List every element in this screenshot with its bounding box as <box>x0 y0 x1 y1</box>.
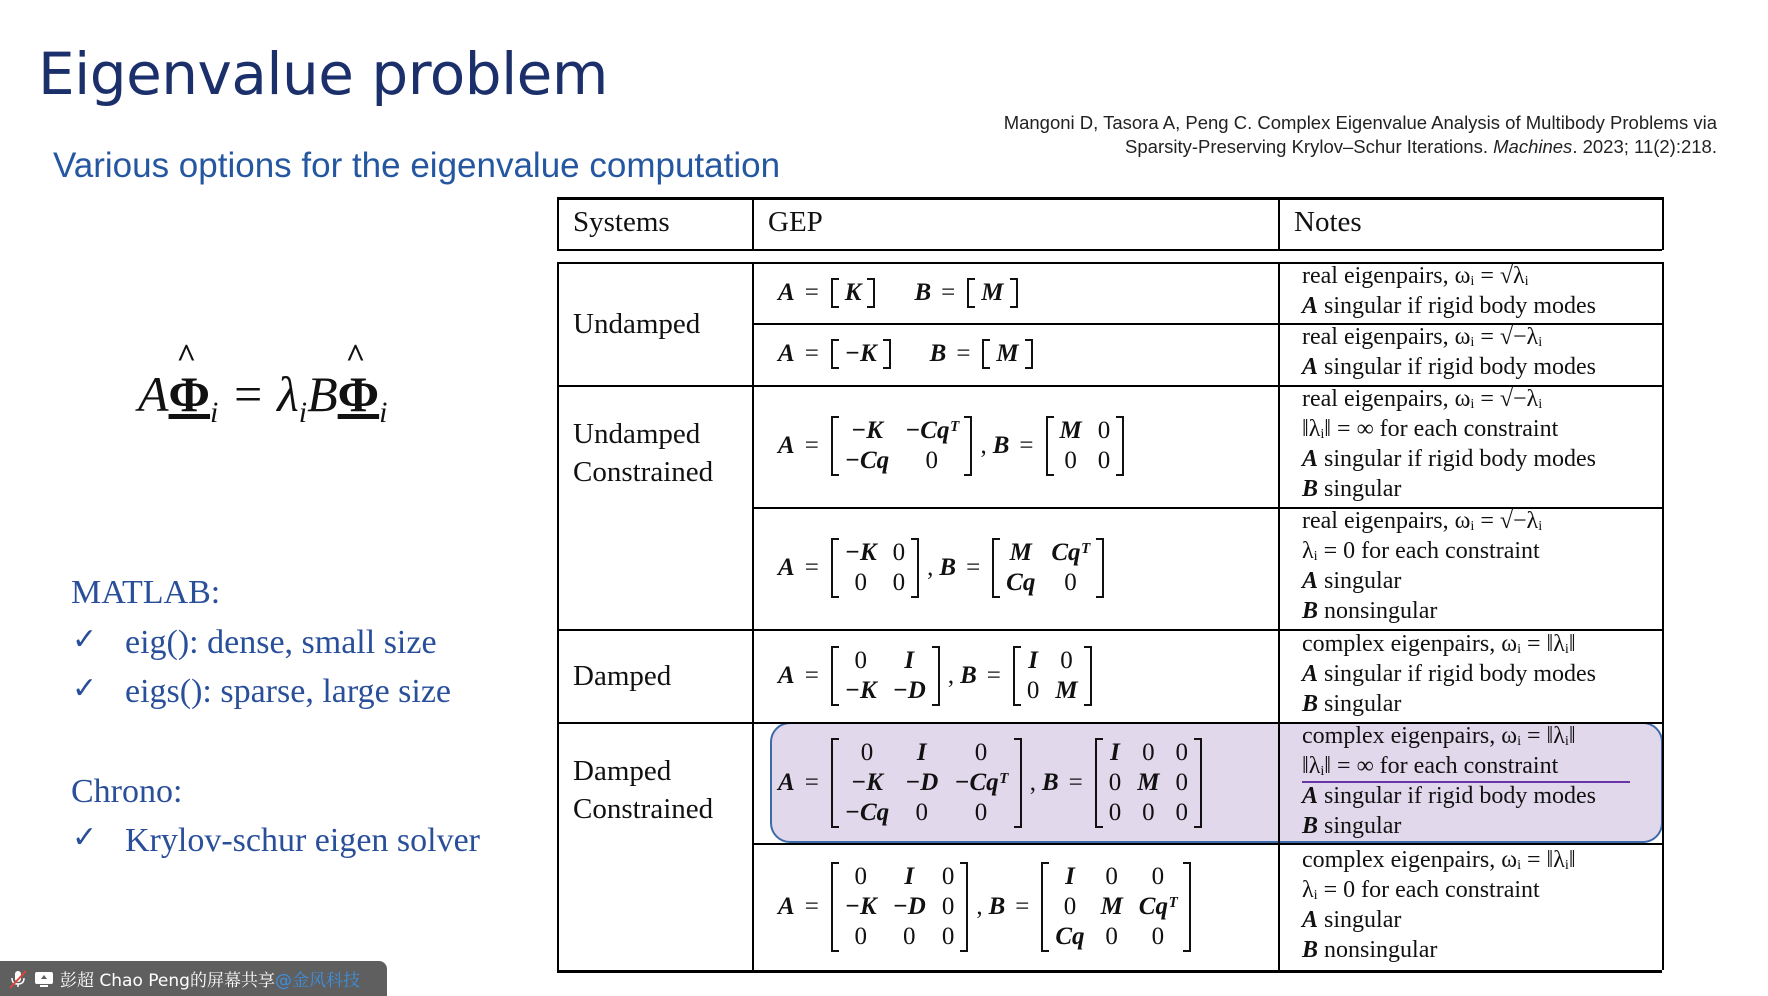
share-bar-tag: @金风科技 <box>274 971 360 991</box>
matrix-entry: M <box>981 278 1004 306</box>
math-symbol: = <box>804 432 819 459</box>
note-line <box>1302 875 1662 905</box>
note-symbol: B <box>1302 936 1319 963</box>
matrix-entry: −D <box>892 892 926 920</box>
note-line <box>1302 506 1662 536</box>
math-symbol: = <box>804 892 819 920</box>
note-text: singular <box>1318 476 1402 502</box>
matrix-entry: 0 <box>1105 862 1118 890</box>
matrix-entry: M <box>1137 768 1160 796</box>
notes-cell <box>1302 845 1662 965</box>
citation-journal: Machines <box>1493 136 1573 157</box>
matrix-a <box>831 538 919 598</box>
math-symbol: = <box>804 554 819 581</box>
note-symbol: A <box>1302 446 1319 472</box>
matrix-b <box>1095 738 1202 828</box>
matrix-entry: 0 <box>892 539 906 566</box>
math-symbol: = <box>804 340 819 367</box>
matrix-entry: −Cqᵀ <box>954 768 1008 796</box>
screen-share-icon[interactable] <box>34 969 54 989</box>
matrix-entry: −Cq <box>844 447 890 474</box>
chrono-heading: Chrono: <box>71 773 183 810</box>
gep-cell <box>752 323 1278 385</box>
note-symbol: A <box>1302 354 1319 380</box>
eq-phi: ^ Φ <box>169 366 210 422</box>
matrix-entry: 0 <box>1026 676 1040 704</box>
matrix-a <box>831 278 876 308</box>
matrix-entry: 0 <box>860 738 874 766</box>
matlab-heading: MATLAB: <box>71 574 221 611</box>
math-symbol: B <box>992 432 1010 459</box>
note-line <box>1302 474 1662 504</box>
matrix-entry: 0 <box>925 447 939 474</box>
note-line <box>1302 322 1662 352</box>
eigen-equation <box>138 365 387 430</box>
matrix-entry: Cq <box>1006 569 1036 596</box>
math-symbol: A <box>778 768 795 796</box>
math-symbol: = <box>1019 432 1034 459</box>
check-icon: ✓ <box>72 672 98 705</box>
matrix-entry: −D <box>905 768 939 796</box>
matrix-entry: 0 <box>941 892 955 920</box>
math-symbol: = <box>804 278 819 306</box>
math-symbol: = <box>941 278 956 306</box>
math-symbol: , <box>947 661 955 689</box>
eq-sub: i <box>210 396 219 429</box>
matrix-entry: 0 <box>902 922 916 950</box>
matrix-entry: 0 <box>1097 447 1111 474</box>
matrix-entry: −K <box>844 539 877 566</box>
table-rule <box>557 262 559 970</box>
matrix-entry: −K <box>844 676 877 704</box>
citation-authors: Sparsity-Preserving Krylov–Schur Iterations. <box>1125 136 1494 157</box>
matrix-entry: 0 <box>854 646 867 674</box>
math-symbol <box>883 279 908 307</box>
check-icon: ✓ <box>72 821 98 854</box>
note-line <box>1302 721 1662 751</box>
note-symbol: B <box>1302 598 1319 624</box>
matrix-entry: 0 <box>1108 768 1122 796</box>
matrix-entry: 0 <box>854 569 867 596</box>
table-rule <box>752 197 754 250</box>
matrix-entry: 0 <box>1175 798 1188 826</box>
matrix-b <box>1046 416 1125 476</box>
matrix-entry: −K <box>844 892 877 920</box>
note-line <box>1302 596 1662 626</box>
slide-subtitle: Various options for the eigenvalue computation <box>53 146 781 185</box>
eq-b: B <box>307 366 338 422</box>
note-line <box>1302 414 1662 444</box>
math-symbol <box>899 340 924 368</box>
matrix-entry: 0 <box>892 569 906 596</box>
math-symbol: B <box>1041 768 1059 796</box>
matrix-entry: 0 <box>1064 447 1077 474</box>
note-text: singular <box>1318 568 1402 594</box>
mic-muted-icon[interactable] <box>8 969 28 989</box>
matrix-entry: −K <box>844 340 877 367</box>
note-line <box>1302 905 1662 935</box>
notes-cell <box>1302 261 1662 321</box>
header-gep: GEP <box>768 206 823 238</box>
matrix-entry: I <box>916 738 927 766</box>
note-symbol: B <box>1302 690 1319 717</box>
matrix-entry: 0 <box>1097 417 1111 444</box>
note-line <box>1302 384 1662 414</box>
notes-cell <box>1302 506 1662 626</box>
notes-cell <box>1302 322 1662 382</box>
note-line <box>1302 291 1662 321</box>
note-line <box>1302 352 1662 382</box>
note-line <box>1302 566 1662 596</box>
note-text: singular <box>1318 906 1402 933</box>
matrix-entry: 0 <box>1151 862 1165 890</box>
matrix-entry: 0 <box>941 862 955 890</box>
math-symbol: B <box>939 554 957 581</box>
note-text: real eigenpairs, ωᵢ = √−λᵢ <box>1302 386 1543 412</box>
table-rule <box>1662 197 1664 250</box>
eq-phi: ^ Φ <box>338 366 379 422</box>
header-rule <box>557 249 1662 251</box>
math-symbol: = <box>804 768 819 796</box>
note-text: singular <box>1318 690 1402 717</box>
note-line <box>1302 811 1662 841</box>
note-text: complex eigenpairs, ωᵢ = ‖λᵢ‖ <box>1302 630 1576 657</box>
note-line <box>1302 629 1662 659</box>
note-symbol: A <box>1302 782 1319 809</box>
eq-a: A <box>138 366 169 422</box>
math-symbol: B <box>929 340 947 367</box>
table-rule <box>557 197 559 250</box>
note-text: complex eigenpairs, ωᵢ = ‖λᵢ‖ <box>1302 846 1576 873</box>
math-symbol: A <box>778 661 795 689</box>
matrix-entry: Cq <box>1055 922 1085 950</box>
note-line <box>1302 536 1662 566</box>
matrix-entry: M <box>1055 676 1078 704</box>
matrix-entry: 0 <box>854 922 867 950</box>
matrix-entry: 0 <box>974 738 988 766</box>
matrix-a <box>831 339 891 369</box>
screen-share-bar[interactable] <box>0 961 387 996</box>
math-symbol: A <box>778 554 795 581</box>
matrix-entry: 0 <box>1064 569 1077 596</box>
matrix-entry: −D <box>892 676 926 704</box>
matrix-entry: 0 <box>1175 738 1188 766</box>
matlab-item: eigs(): sparse, large size <box>125 673 452 710</box>
note-text: singular if rigid body modes <box>1318 660 1596 687</box>
matrix-entry: 0 <box>974 798 988 826</box>
math-symbol: A <box>778 340 795 367</box>
matrix-entry: M <box>1100 892 1123 920</box>
header-notes: Notes <box>1294 206 1362 238</box>
matrix-b <box>967 278 1017 308</box>
table-bottom-rule <box>557 970 1662 973</box>
system-label: Damped Constrained <box>573 755 714 825</box>
system-label: Undamped <box>573 307 701 340</box>
matrix-entry: −K <box>851 768 883 796</box>
gep-cell <box>752 385 1278 507</box>
note-line <box>1302 689 1662 719</box>
matrix-entry: 0 <box>1060 646 1073 674</box>
matrix-entry: 0 <box>1142 738 1155 766</box>
matrix-entry: I <box>1110 738 1120 766</box>
citation <box>1004 111 1717 159</box>
matrix-entry: I <box>904 646 915 674</box>
matrix-entry: 0 <box>1063 892 1077 920</box>
matrix-entry: M <box>1009 539 1032 566</box>
matrix-entry: 0 <box>915 798 928 826</box>
slide-title: Eigenvalue problem <box>38 40 608 108</box>
math-symbol: , <box>1029 768 1036 796</box>
note-text: real eigenpairs, ωᵢ = √λᵢ <box>1302 262 1529 289</box>
chrono-item: Krylov-schur eigen solver <box>125 822 481 859</box>
system-label: Undamped Constrained <box>573 418 714 488</box>
matrix-entry: −K <box>851 417 883 444</box>
note-text: singular if rigid body modes <box>1318 292 1596 319</box>
note-text: nonsingular <box>1318 936 1438 963</box>
note-line <box>1302 781 1662 811</box>
note-text: λᵢ = 0 for each constraint <box>1302 538 1540 564</box>
matrix-entry: 0 <box>1142 798 1155 826</box>
table-rule <box>1662 262 1664 970</box>
math-symbol: B <box>988 892 1006 920</box>
math-symbol: = <box>1015 892 1030 920</box>
note-text: real eigenpairs, ωᵢ = √−λᵢ <box>1302 324 1543 350</box>
math-symbol: = <box>1068 768 1083 796</box>
matrix-a <box>831 738 1022 828</box>
matrix-b <box>1041 862 1191 952</box>
note-line <box>1302 751 1662 781</box>
math-symbol: = <box>804 661 819 689</box>
gep-cell <box>752 507 1278 629</box>
eq-lambda: = λ <box>218 366 299 422</box>
matrix-entry: 0 <box>1175 768 1188 796</box>
eq-sub: i <box>379 396 388 429</box>
citation-line2 <box>1004 135 1717 159</box>
note-text: singular if rigid body modes <box>1318 782 1596 809</box>
matrix-entry: 0 <box>1151 922 1165 950</box>
table-rule <box>1278 262 1280 970</box>
gep-cell <box>752 843 1278 970</box>
note-text: nonsingular <box>1318 598 1438 624</box>
gep-cell <box>752 262 1278 323</box>
note-symbol: A <box>1302 906 1319 933</box>
matlab-item: eig(): dense, small size <box>125 624 437 661</box>
math-symbol: B <box>914 278 932 306</box>
matrix-entry: Cqᵀ <box>1138 892 1178 920</box>
note-text: ‖λᵢ‖ = ∞ for each constraint <box>1302 416 1559 442</box>
share-bar-name: 彭超 Chao Peng的屏幕共享 <box>60 971 275 991</box>
matrix-a <box>831 416 973 476</box>
header-systems: Systems <box>573 206 670 238</box>
note-symbol: B <box>1302 812 1319 839</box>
matrix-a <box>831 646 940 706</box>
note-line <box>1302 261 1662 291</box>
math-symbol: , <box>980 432 987 459</box>
notes-cell <box>1302 721 1662 841</box>
matrix-entry: I <box>1065 862 1075 890</box>
gep-cell <box>752 722 1278 843</box>
note-text: singular <box>1318 812 1402 839</box>
matrix-entry: I <box>1028 646 1038 674</box>
note-text: λᵢ = 0 for each constraint <box>1302 876 1540 903</box>
citation-year: . 2023; 11(2):218. <box>1572 136 1717 157</box>
eq-sub: i <box>298 396 308 429</box>
matrix-entry: −Cq <box>844 798 890 826</box>
math-symbol: A <box>778 432 795 459</box>
matrix-b <box>1013 646 1092 706</box>
matrix-b <box>982 339 1032 369</box>
matrix-b <box>992 538 1103 598</box>
gep-cell <box>752 629 1278 722</box>
matrix-entry: 0 <box>854 862 867 890</box>
math-symbol: , <box>927 554 934 581</box>
matrix-entry: −Cqᵀ <box>905 417 959 444</box>
check-icon: ✓ <box>72 623 98 656</box>
note-line <box>1302 935 1662 965</box>
note-text: ‖λᵢ‖ = ∞ for each constraint <box>1302 752 1559 779</box>
note-symbol: A <box>1302 292 1319 319</box>
matrix-entry: 0 <box>1105 922 1118 950</box>
matrix-entry: M <box>1059 417 1082 444</box>
citation-line1: Mangoni D, Tasora A, Peng C. Complex Eigenvalue Analysis of Multibody Problems via <box>1003 112 1717 133</box>
note-text: singular if rigid body modes <box>1318 446 1596 472</box>
math-symbol: , <box>976 892 983 920</box>
math-symbol: B <box>960 661 977 689</box>
math-symbol: = <box>966 554 981 581</box>
system-label: Damped <box>573 659 672 692</box>
math-symbol: = <box>986 661 1001 689</box>
matrix-entry: 0 <box>941 922 955 950</box>
note-symbol: A <box>1302 660 1319 687</box>
math-symbol: A <box>778 278 795 306</box>
note-symbol: A <box>1302 568 1319 594</box>
math-symbol: A <box>778 892 795 920</box>
matrix-a <box>831 862 969 952</box>
notes-cell <box>1302 629 1662 719</box>
note-line <box>1302 444 1662 474</box>
matrix-entry: I <box>904 862 915 890</box>
matrix-entry: M <box>996 340 1019 367</box>
note-line <box>1302 659 1662 689</box>
note-symbol: B <box>1302 476 1319 502</box>
note-text: singular if rigid body modes <box>1318 354 1596 380</box>
matrix-entry: Cqᵀ <box>1051 539 1090 566</box>
notes-cell <box>1302 384 1662 504</box>
math-symbol: = <box>956 340 971 367</box>
note-text: real eigenpairs, ωᵢ = √−λᵢ <box>1302 508 1543 534</box>
matrix-entry: 0 <box>1108 798 1122 826</box>
note-text: complex eigenpairs, ωᵢ = ‖λᵢ‖ <box>1302 722 1576 749</box>
table-top-rule <box>557 197 1662 200</box>
matrix-entry: K <box>844 278 862 306</box>
note-line <box>1302 845 1662 875</box>
table-rule <box>1278 197 1280 250</box>
